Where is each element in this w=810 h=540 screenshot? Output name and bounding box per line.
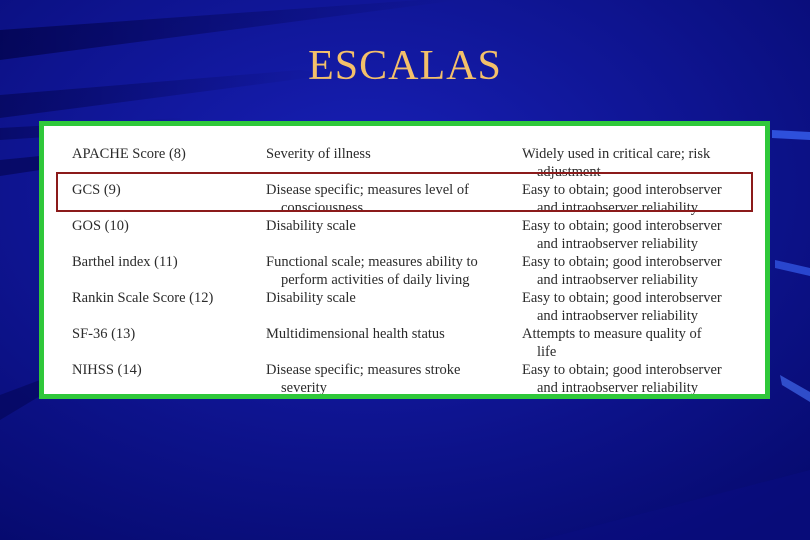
scale-notes xyxy=(522,253,722,289)
scale-notes-line: Easy to obtain; good interobserver xyxy=(522,362,722,378)
table-frame xyxy=(39,121,770,399)
scale-purpose xyxy=(266,217,356,235)
scale-notes-line: Widely used in critical care; risk xyxy=(522,146,711,162)
scale-notes xyxy=(522,217,722,253)
scales-table xyxy=(44,126,765,394)
scale-name: NIHSS (14) xyxy=(72,362,142,378)
scale-notes-line: and intraobserver reliability xyxy=(537,200,699,216)
scale-name: GCS (9) xyxy=(72,182,121,198)
scale-notes xyxy=(522,325,702,361)
scale-purpose-line: Severity of illness xyxy=(266,146,371,162)
scale-purpose-line: severity xyxy=(281,380,327,394)
table-row xyxy=(44,325,765,361)
scale-purpose xyxy=(266,145,371,163)
table-row xyxy=(44,253,765,289)
table-row xyxy=(44,289,765,325)
scale-purpose-line: Multidimensional health status xyxy=(266,326,445,342)
scale-notes-line: Easy to obtain; good interobserver xyxy=(522,254,722,270)
scale-purpose-line: Disease specific; measures level of xyxy=(266,182,469,198)
scale-purpose-line: perform activities of daily living xyxy=(281,272,470,288)
table-row xyxy=(44,361,765,394)
scale-purpose-line: consciousness xyxy=(281,200,364,216)
scale-notes-line: Attempts to measure quality of xyxy=(522,326,702,342)
scale-notes-line: Easy to obtain; good interobserver xyxy=(522,218,722,234)
scale-purpose xyxy=(266,253,478,289)
scale-purpose-line: Functional scale; measures ability to xyxy=(266,254,478,270)
table-row xyxy=(44,217,765,253)
scale-purpose xyxy=(266,289,356,307)
scale-notes-line: and intraobserver reliability xyxy=(537,236,699,252)
scale-purpose-line: Disability scale xyxy=(266,218,356,234)
scale-name: Rankin Scale Score (12) xyxy=(72,290,214,306)
gcs-row-highlight xyxy=(56,172,753,212)
scale-notes xyxy=(522,361,722,394)
scale-purpose xyxy=(266,361,460,394)
scale-purpose-line: Disease specific; measures stroke xyxy=(266,362,461,378)
slide-title: ESCALAS xyxy=(308,43,502,89)
scale-notes-line: Easy to obtain; good interobserver xyxy=(522,182,722,198)
scale-purpose xyxy=(266,325,445,343)
scale-notes xyxy=(522,289,722,325)
scale-notes-line: life xyxy=(537,344,557,360)
scale-name: GOS (10) xyxy=(72,218,129,234)
scale-name: APACHE Score (8) xyxy=(72,146,186,162)
scale-notes-line: and intraobserver reliability xyxy=(537,380,699,394)
scale-name: SF-36 (13) xyxy=(72,326,136,342)
scale-notes-line: and intraobserver reliability xyxy=(537,308,699,324)
scale-purpose-line: Disability scale xyxy=(266,290,356,306)
scale-name: Barthel index (11) xyxy=(72,254,178,270)
scale-notes-line: adjustment xyxy=(537,164,601,180)
scale-notes-line: and intraobserver reliability xyxy=(537,272,699,288)
scale-notes-line: Easy to obtain; good interobserver xyxy=(522,290,722,306)
